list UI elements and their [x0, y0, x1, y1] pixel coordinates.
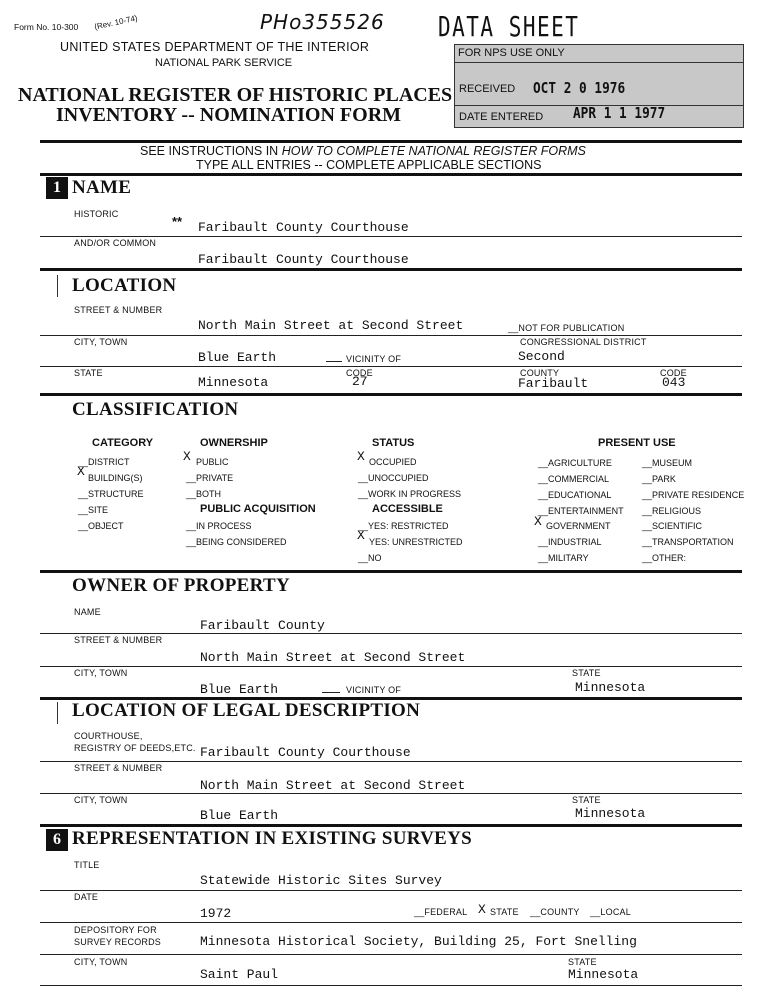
acquisition-in-process: __IN PROCESS: [186, 521, 252, 531]
ownership-public: PUBLIC: [196, 457, 229, 467]
section-number-1: 1: [46, 177, 68, 199]
surveys-section-title: REPRESENTATION IN EXISTING SURVEYS: [72, 828, 473, 849]
name-section-title: NAME: [72, 177, 132, 198]
code-label: CODE: [346, 368, 373, 378]
accessible-unrestricted: YES: UNRESTRICTED: [369, 537, 463, 547]
accessible-heading: ACCESSIBLE: [372, 503, 443, 515]
courthouse-label: COURTHOUSE,: [74, 731, 143, 741]
survey-title-value: Statewide Historic Sites Survey: [200, 873, 442, 888]
ownership-both: __BOTH: [186, 489, 222, 499]
congressional-label: CONGRESSIONAL DISTRICT: [520, 337, 647, 347]
vicinity-blank: [322, 692, 340, 693]
category-building-mark: X: [77, 464, 85, 479]
historic-mark: **: [172, 214, 183, 229]
depository-label-line1: DEPOSITORY FOR: [74, 925, 157, 935]
category-structure: __STRUCTURE: [78, 489, 144, 499]
street-label: STREET & NUMBER: [74, 305, 163, 315]
use-scientific: __SCIENTIFIC: [642, 521, 703, 531]
courthouse-value: Faribault County Courthouse: [200, 745, 411, 760]
classification-rule: [40, 393, 742, 396]
not-for-publication: __NOT FOR PUBLICATION: [508, 323, 625, 333]
legal-street-label: STREET & NUMBER: [74, 763, 163, 773]
ownership-heading: OWNERSHIP: [200, 437, 268, 449]
state-code-value: 27: [352, 374, 368, 389]
survey-city-label: CITY, TOWN: [74, 957, 128, 967]
use-industrial: __INDUSTRIAL: [538, 537, 602, 547]
use-government: GOVERNMENT: [546, 521, 611, 531]
header-rule: [40, 140, 742, 143]
date-entered-value: APR 1 1 1977: [573, 104, 666, 122]
department-name: UNITED STATES DEPARTMENT OF THE INTERIOR: [60, 40, 370, 54]
use-entertainment: __ENTERTAINMENT: [538, 506, 624, 516]
use-private-residence: __PRIVATE RESIDENCE: [642, 490, 745, 500]
state-label: STATE: [74, 368, 103, 378]
depository-value: Minnesota Historical Society, Building 25, Fort Snelling: [200, 934, 637, 949]
rule: [40, 335, 742, 336]
owner-city-label: CITY, TOWN: [74, 668, 128, 678]
ownership-private: __PRIVATE: [186, 473, 234, 483]
state-value: Minnesota: [198, 375, 269, 390]
received-date: OCT 2 0 1976: [533, 79, 626, 97]
vicinity-blank: [326, 361, 342, 362]
county-code-value: 043: [662, 375, 686, 390]
handwritten-id: PHo355526: [260, 10, 385, 34]
owner-state-value: Minnesota: [575, 680, 646, 695]
registry-label: REGISTRY OF DEEDS,ETC.: [74, 743, 196, 753]
use-military: __MILITARY: [538, 553, 589, 563]
county-option: __COUNTY: [530, 907, 580, 917]
survey-state-label: STATE: [568, 957, 597, 967]
form-title-line2: INVENTORY -- NOMINATION FORM: [56, 104, 402, 126]
legal-street-value: North Main Street at Second Street: [200, 778, 466, 793]
use-commercial: __COMMERCIAL: [538, 474, 610, 484]
category-object: __OBJECT: [78, 521, 124, 531]
nps-use-box: [454, 44, 744, 128]
owner-city-value: Blue Earth: [200, 682, 279, 697]
vicinity-label: VICINITY OF: [346, 354, 402, 364]
service-name: NATIONAL PARK SERVICE: [155, 57, 293, 69]
rule: [40, 793, 742, 794]
form-title-line1: NATIONAL REGISTER OF HISTORIC PLACES: [18, 84, 453, 106]
use-park: __PARK: [642, 474, 676, 484]
county-code-label: CODE: [660, 368, 687, 378]
legal-city-value: Blue Earth: [200, 808, 279, 823]
bottom-rule: [40, 985, 742, 986]
historic-name-value: Faribault County Courthouse: [198, 220, 409, 235]
owner-name-label: NAME: [74, 607, 101, 617]
instructions-prefix: SEE INSTRUCTIONS IN: [140, 144, 282, 158]
owner-street-label: STREET & NUMBER: [74, 635, 163, 645]
use-religious: __RELIGIOUS: [642, 506, 702, 516]
margin-mark: [57, 702, 58, 724]
owner-vicinity-label: VICINITY OF: [346, 685, 402, 695]
rule: [40, 954, 742, 955]
present-use-heading: PRESENT USE: [598, 437, 676, 449]
street-value: North Main Street at Second Street: [198, 318, 464, 333]
state-option: STATE: [490, 907, 519, 917]
status-work-in-progress: __WORK IN PROGRESS: [358, 489, 462, 499]
rule: [40, 366, 742, 367]
accessible-unrestricted-mark: X: [357, 528, 365, 543]
survey-date-label: DATE: [74, 892, 99, 902]
instructions-line1: [140, 144, 586, 158]
use-educational: __EDUCATIONAL: [538, 490, 612, 500]
congressional-value: Second: [518, 349, 565, 364]
survey-city-value: Saint Paul: [200, 967, 279, 982]
depository-label-line2: SURVEY RECORDS: [74, 937, 161, 947]
section-number-6: 6: [46, 829, 68, 851]
use-transportation: __TRANSPORTATION: [642, 537, 734, 547]
legal-state-value: Minnesota: [575, 806, 646, 821]
nps-use-label: FOR NPS USE ONLY: [458, 47, 565, 59]
owner-name-value: Faribault County: [200, 618, 325, 633]
category-heading: CATEGORY: [92, 437, 154, 449]
city-label: CITY, TOWN: [74, 337, 128, 347]
status-occupied-mark: X: [357, 449, 365, 464]
acquisition-being-considered: __BEING CONSIDERED: [186, 537, 287, 547]
owner-street-value: North Main Street at Second Street: [200, 650, 466, 665]
classification-title: CLASSIFICATION: [72, 399, 239, 420]
survey-title-label: TITLE: [74, 860, 100, 870]
accessible-no: __NO: [358, 553, 382, 563]
rule: [40, 761, 742, 762]
status-occupied: OCCUPIED: [369, 457, 417, 467]
county-value: Faribault: [518, 376, 589, 391]
owner-section-title: OWNER OF PROPERTY: [72, 575, 291, 596]
use-agriculture: __AGRICULTURE: [538, 458, 612, 468]
acquisition-heading: PUBLIC ACQUISITION: [200, 503, 316, 515]
survey-date-value: 1972: [200, 906, 232, 921]
section1-rule: [40, 173, 742, 176]
use-government-mark: X: [534, 514, 542, 529]
rule: [40, 236, 742, 237]
use-other: __OTHER:: [642, 553, 687, 563]
instructions-title: HOW TO COMPLETE NATIONAL REGISTER FORMS: [281, 144, 586, 158]
ownership-public-mark: X: [183, 449, 191, 464]
data-sheet-stamp: DATA SHEET: [438, 10, 580, 43]
state-option-mark: X: [478, 902, 486, 917]
nps-divider: [455, 62, 743, 63]
historic-label: HISTORIC: [74, 209, 119, 219]
location-rule: [40, 268, 742, 271]
instructions-line2: TYPE ALL ENTRIES -- COMPLETE APPLICABLE SECTIONS: [196, 158, 542, 172]
status-unoccupied: __UNOCCUPIED: [358, 473, 429, 483]
surveys-rule: [40, 824, 742, 827]
owner-rule: [40, 570, 742, 573]
survey-state-value: Minnesota: [568, 967, 639, 982]
category-building: BUILDING(S): [88, 473, 143, 483]
legal-section-title: LOCATION OF LEGAL DESCRIPTION: [72, 700, 421, 721]
form-number: Form No. 10-300: [14, 22, 79, 32]
accessible-restricted: __YES: RESTRICTED: [358, 521, 449, 531]
status-heading: STATUS: [372, 437, 415, 449]
city-value: Blue Earth: [198, 350, 277, 365]
rule: [40, 633, 742, 634]
rule: [40, 666, 742, 667]
rule: [40, 922, 742, 923]
category-site: __SITE: [78, 505, 109, 515]
location-section-title: LOCATION: [72, 275, 177, 296]
revision-note: (Rev. 10-74): [93, 13, 139, 32]
common-name-label: AND/OR COMMON: [74, 238, 157, 248]
use-museum: __MUSEUM: [642, 458, 693, 468]
legal-city-label: CITY, TOWN: [74, 795, 128, 805]
local-option: __LOCAL: [590, 907, 631, 917]
rule: [40, 890, 742, 891]
county-label: COUNTY: [520, 368, 560, 378]
owner-state-label: STATE: [572, 668, 601, 678]
common-name-value: Faribault County Courthouse: [198, 252, 409, 267]
margin-mark: [57, 275, 58, 297]
federal-option: __FEDERAL: [414, 907, 468, 917]
received-label: RECEIVED: [459, 83, 516, 95]
date-entered-label: DATE ENTERED: [459, 111, 544, 123]
category-district: __DISTRICT: [78, 457, 130, 467]
legal-state-label: STATE: [572, 795, 601, 805]
